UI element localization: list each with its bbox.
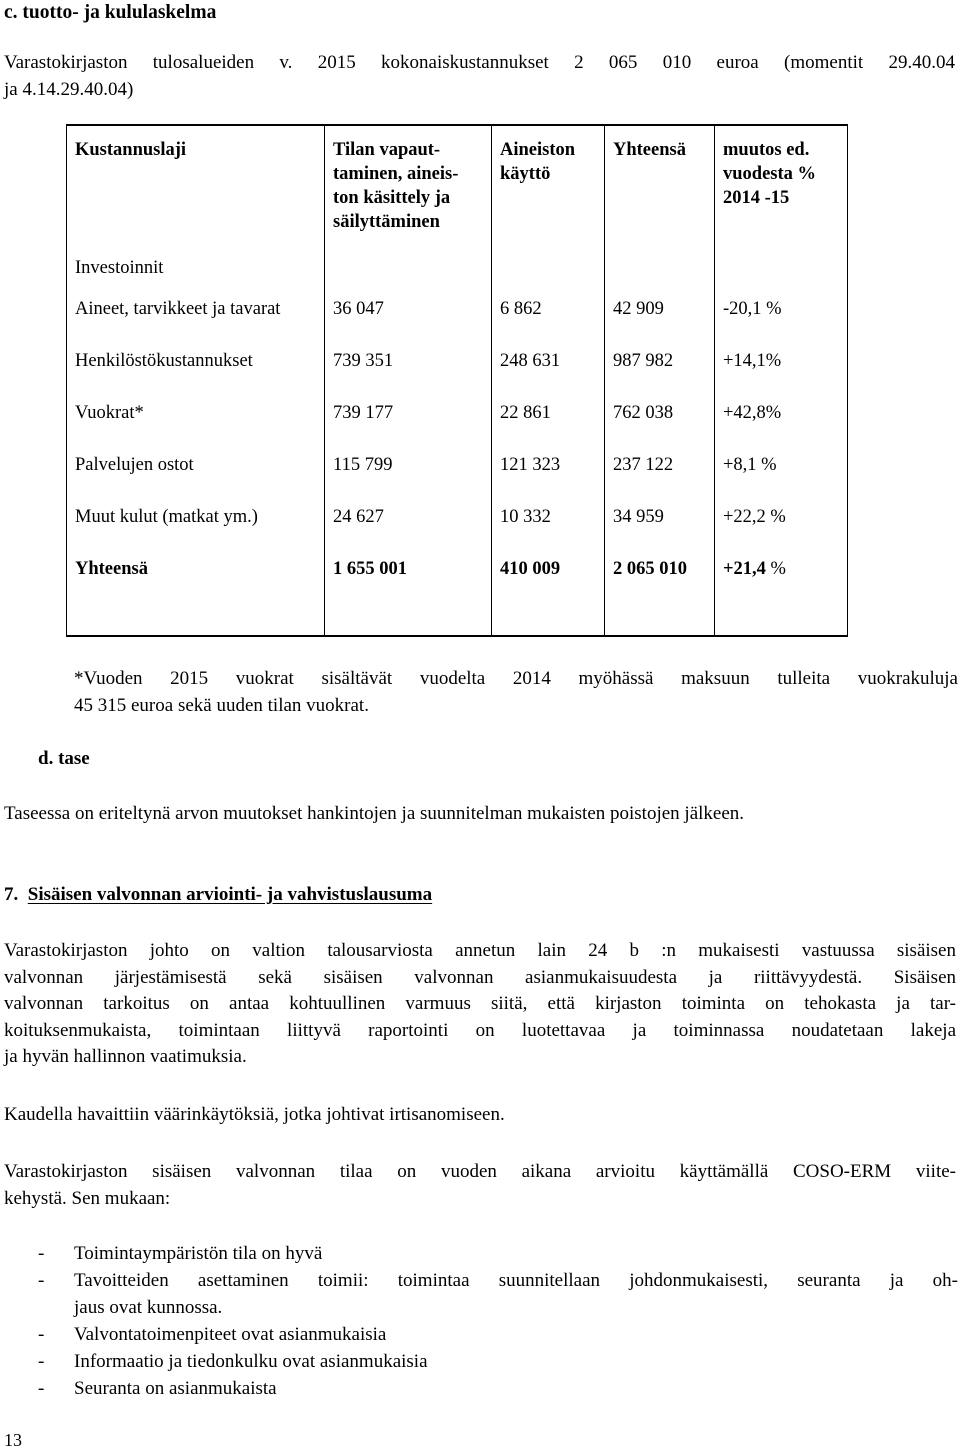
paragraph-line: valvonnan järjestämisestä sekä sisäisen valvonnan asianmukaisuudesta ja riittävyydestä. Sisäisen bbox=[4, 966, 956, 988]
total-label: Yhteensä bbox=[67, 543, 325, 636]
list-item bbox=[38, 1267, 958, 1321]
row-label: Palvelujen ostot bbox=[67, 439, 325, 491]
header-line: vuodesta % bbox=[723, 164, 817, 184]
cell-change: +42,8% bbox=[715, 387, 848, 439]
cell-space-handling: 36 047 bbox=[325, 283, 492, 335]
cell-space-handling: 24 627 bbox=[325, 491, 492, 543]
header-cost-type: Kustannuslaji bbox=[67, 125, 325, 235]
section-heading-c: c. tuotto- ja kululaskelma bbox=[4, 2, 217, 23]
list-item-text: jaus ovat kunnossa. bbox=[74, 1297, 223, 1318]
total-sum: 2 065 010 bbox=[605, 543, 715, 636]
list-item-text: Tavoitteiden asettaminen toimii: toimintaa suunnitellaan johdonmukaisesti, seuranta ja oh- bbox=[74, 1270, 958, 1291]
list-dash: - bbox=[38, 1378, 45, 1399]
cell-total: 987 982 bbox=[605, 335, 715, 387]
cell-material-use: 22 861 bbox=[492, 387, 605, 439]
list-item bbox=[38, 1240, 958, 1267]
footnote-line: 45 315 euroa sekä uuden tilan vuokrat. bbox=[74, 695, 369, 716]
table-total-row bbox=[67, 543, 848, 636]
header-line: Aineiston bbox=[500, 140, 576, 160]
cell-material-use: 6 862 bbox=[492, 283, 605, 335]
paragraph-line: kehystä. Sen mukaan: bbox=[4, 1187, 171, 1209]
header-line: ton käsittely ja bbox=[333, 188, 451, 208]
list-dash: - bbox=[38, 1270, 45, 1291]
list-item bbox=[38, 1375, 958, 1402]
cost-table bbox=[66, 124, 848, 637]
footnote bbox=[74, 665, 958, 719]
intro-line: Varastokirjaston tulosalueiden v. 2015 kokonaiskustannukset 2 065 010 euroa (momentit 29.40.04 bbox=[4, 52, 955, 73]
list-item-text: Valvontatoimenpiteet ovat asianmukaisia bbox=[74, 1324, 387, 1345]
section-heading-7 bbox=[4, 884, 432, 906]
row-label: Aineet, tarvikkeet ja tavarat bbox=[67, 283, 325, 335]
table-header-row bbox=[67, 125, 848, 235]
cell-total: 34 959 bbox=[605, 491, 715, 543]
section-heading-d: d. tase bbox=[38, 748, 90, 769]
cell-space-handling: 739 177 bbox=[325, 387, 492, 439]
cell-total: 42 909 bbox=[605, 283, 715, 335]
header-material-use bbox=[492, 125, 605, 235]
total-space-handling: 1 655 001 bbox=[325, 543, 492, 636]
total-material-use: 410 009 bbox=[492, 543, 605, 636]
header-line: käyttö bbox=[500, 164, 551, 184]
list-dash: - bbox=[38, 1351, 45, 1372]
cell-total: 237 122 bbox=[605, 439, 715, 491]
paragraph-line: valvonnan tarkoitus on antaa kohtuullinen varmuus siitä, että kirjaston toiminta on tehokasta ja tar- bbox=[4, 993, 956, 1014]
cell-space-handling: 739 351 bbox=[325, 335, 492, 387]
list-item bbox=[38, 1321, 958, 1348]
tase-paragraph: Taseessa on eriteltynä arvon muutokset hankintojen ja suunnitelman mukaisten poistojen jälkeen. bbox=[4, 803, 745, 824]
table-row bbox=[67, 335, 848, 387]
header-line: 2014 -15 bbox=[723, 188, 790, 208]
total-change-value: +21,4 bbox=[723, 559, 766, 579]
section-row-investments bbox=[67, 235, 848, 283]
intro-line: ja 4.14.29.40.04) bbox=[4, 78, 134, 100]
cell-total: 762 038 bbox=[605, 387, 715, 439]
header-line: muutos ed. bbox=[723, 140, 810, 160]
header-change bbox=[715, 125, 848, 235]
cell-change: +8,1 % bbox=[715, 439, 848, 491]
heading-7-number: 7. bbox=[4, 884, 19, 905]
intro-paragraph bbox=[4, 50, 955, 103]
table-row bbox=[67, 491, 848, 543]
cell-change: -20,1 % bbox=[715, 283, 848, 335]
list-item-text: Toimintaympäristön tila on hyvä bbox=[74, 1243, 323, 1264]
header-total: Yhteensä bbox=[605, 125, 715, 235]
header-line: Tilan vapaut- bbox=[333, 140, 441, 160]
paragraph-line: koituksenmukaista, toimintaan liittyvä raportointi on luotettavaa ja toiminnassa noudatetaan lakeja bbox=[4, 1019, 956, 1041]
total-change-unit: % bbox=[770, 559, 786, 579]
header-line: taminen, aineis- bbox=[333, 164, 459, 184]
cell-material-use: 10 332 bbox=[492, 491, 605, 543]
list-item bbox=[38, 1348, 958, 1375]
misconduct-paragraph: Kaudella havaittiin väärinkäytöksiä, jotka johtivat irtisanomiseen. bbox=[4, 1104, 505, 1125]
paragraph-line: Varastokirjaston johto on valtion talousarviosta annetun lain 24 b :n mukaisesti vastuussa sisäisen bbox=[4, 940, 956, 961]
cell-change: +14,1% bbox=[715, 335, 848, 387]
total-change bbox=[715, 543, 848, 636]
list-item-text: Seuranta on asianmukaista bbox=[74, 1378, 277, 1399]
table-row bbox=[67, 439, 848, 491]
page-number: 13 bbox=[4, 1430, 22, 1450]
cell-change: +22,2 % bbox=[715, 491, 848, 543]
row-label: Vuokrat* bbox=[67, 387, 325, 439]
internal-control-paragraph bbox=[4, 938, 956, 1071]
cell-space-handling: 115 799 bbox=[325, 439, 492, 491]
assessment-list bbox=[38, 1240, 958, 1402]
table-row bbox=[67, 283, 848, 335]
heading-7-title: Sisäisen valvonnan arviointi- ja vahvistuslausuma bbox=[27, 884, 433, 905]
header-space-handling bbox=[325, 125, 492, 235]
row-label: Muut kulut (matkat ym.) bbox=[67, 491, 325, 543]
row-label: Henkilöstökustannukset bbox=[67, 335, 325, 387]
section-label: Investoinnit bbox=[67, 235, 325, 283]
cell-material-use: 121 323 bbox=[492, 439, 605, 491]
paragraph-line: Varastokirjaston sisäisen valvonnan tilaa on vuoden aikana arvioitu käyttämällä COSO-ERM viite- bbox=[4, 1161, 956, 1182]
table-row bbox=[67, 387, 848, 439]
cell-material-use: 248 631 bbox=[492, 335, 605, 387]
list-item-text: Informaatio ja tiedonkulku ovat asianmukaisia bbox=[74, 1351, 428, 1372]
header-line: säilyttäminen bbox=[333, 212, 440, 232]
list-dash: - bbox=[38, 1324, 45, 1345]
footnote-line: *Vuoden 2015 vuokrat sisältävät vuodelta 2014 myöhässä maksuun tulleita vuokrakuluja bbox=[74, 668, 958, 689]
list-dash: - bbox=[38, 1243, 45, 1264]
coso-paragraph bbox=[4, 1159, 956, 1212]
paragraph-line: ja hyvän hallinnon vaatimuksia. bbox=[4, 1046, 247, 1067]
